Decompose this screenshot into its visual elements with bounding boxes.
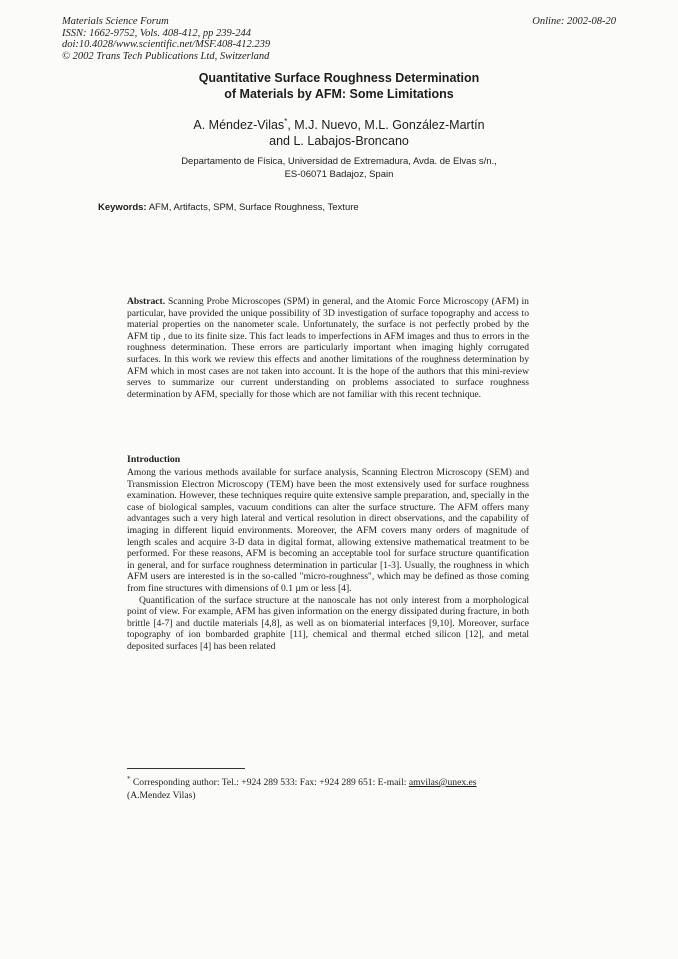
paper-title [0,70,678,102]
author-first: A. Méndez-Vilas [193,118,285,133]
doi-line: doi:10.4028/www.scientific.net/MSF.408-412.239 [62,39,271,50]
introduction-body [127,467,529,653]
abstract [127,296,529,400]
title-line-2: of Materials by AFM: Some Limitations [224,87,454,101]
issn-line: ISSN: 1662-9752, Vols. 408-412, pp 239-244 [62,27,251,39]
corresponding-marker: * [284,117,288,126]
affiliation [0,156,678,181]
abstract-text: Scanning Probe Microscopes (SPM) in general, and the Atomic Force Microscopy (AFM) in particular, have provided the unique possibility of 3D investigation of surface topography and access to material properties on the nanometer scale. Unfortunately, the surface is not perfectly probed by the AFM tip , due to its finite size. This fact leads to imperfections in AFM images and thus to errors in the roughness determination. These errors are particularly important when imaging highly corrugated surfaces. In this work we review this effects and another limitations of the roughness determination by AFM which in most cases are not taken into account. It is the hope of the authors that this mini-review serves to summarize our current understanding on problems associated to surface roughness determination by AFM, specially for those which are not familiar with this recent technique. [127,296,529,400]
affiliation-line-2: ES-06071 Badajoz, Spain [284,168,394,180]
footnote-text: Corresponding author: Tel.: +924 289 533: Fax: +924 289 651: E-mail: [130,777,409,789]
introduction-heading: Introduction [127,454,181,465]
copyright-line: © 2002 Trans Tech Publications Ltd, Switzerland [62,50,270,62]
footnote [127,773,537,802]
author-rest: , M.J. Nuevo, M.L. González-Martín [287,118,485,133]
online-date: Online: 2002-08-20 [532,16,616,27]
keywords-label: Keywords: [98,202,147,213]
journal-name: Materials Science Forum [62,16,169,27]
intro-paragraph-1: Among the various methods available for surface analysis, Scanning Electron Microscopy (SEM) and Transmission Electron Microscopy (TEM) have been the most extensively used for surface roughness examination. However, these techniques require quite extensive sample preparation, and, specially in the case of biological samples, vacuum conditions can alter the surface structure. The AFM offers many advantages such a very high lateral and vertical resolution in direct observations, and the capability of imaging in different liquid environments. Moreover, the AFM covers many orders of magnitude of length scales and acquire 3-D data in digital format, allowing extensive mathematical treatment to be performed. For these reasons, AFM is becoming an acceptable tool for surface structure quantification in general, and for surface roughness determination in particular [1-3]. Usually, the roughness in which AFM users are interested is in the so-called "micro-roughness", which may be defined as those coming from fine structures with dimensions of 0.1 µm or less [4]. [127,467,529,594]
title-line-1: Quantitative Surface Roughness Determination [198,71,480,85]
author-list [0,114,678,149]
footnote-rule [127,768,245,769]
intro-paragraph-2: Quantification of the surface structure at the nanoscale has not only interest from a morphological point of view. For example, AFM has given information on the energy dissipated during fracture, in both brittle [4-7] and ductile materials [4,8], as well as on biomaterial interfaces [9,10]. Moreover, surface topography of ion bombarded graphite [11], chemical and thermal etched silicon [12], and metal deposited surfaces [4] has been related [127,594,529,652]
footnote-marker: * [127,775,131,783]
email-link[interactable]: amvilas@unex.es [408,777,477,789]
keywords [98,202,359,213]
affiliation-line-1: Departamento de Física, Universidad de Extremadura, Avda. de Elvas s/n., [181,156,497,167]
abstract-label: Abstract. [127,296,166,307]
footnote-line-2: (A.Mendez Vilas) [127,789,196,801]
journal-header [62,16,270,62]
keywords-text: AFM, Artifacts, SPM, Surface Roughness, Texture [148,202,359,213]
author-line-2: and L. Labajos-Broncano [269,134,409,149]
